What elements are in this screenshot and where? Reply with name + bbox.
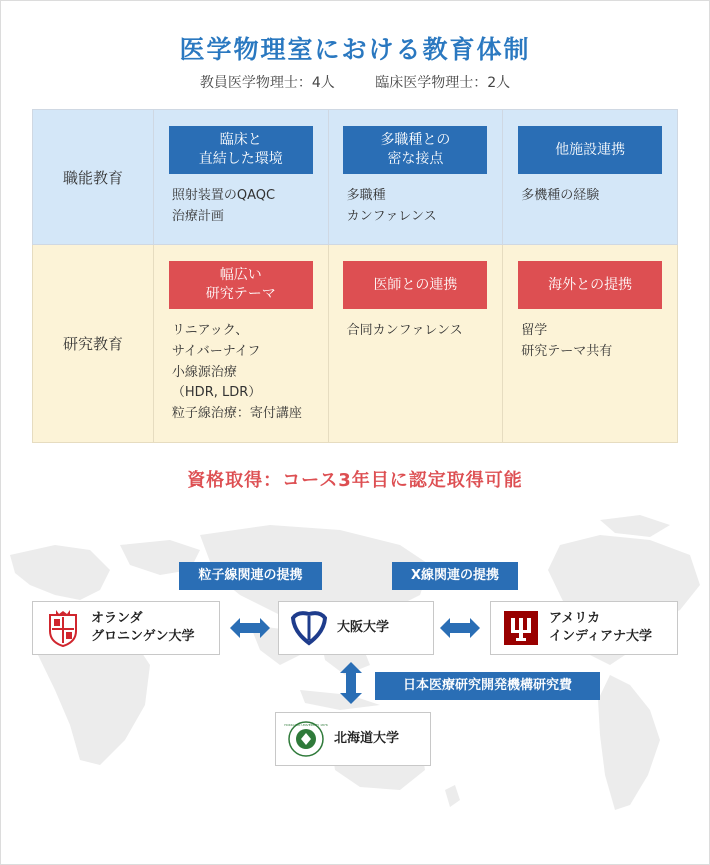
hokkaido-university-name: 北海道大学: [334, 730, 400, 746]
osaka-icho-icon: [289, 608, 329, 648]
hokkaido-seal-icon: [286, 719, 326, 759]
double-arrow-vertical-icon: [338, 660, 364, 706]
osaka-university-box: [278, 601, 434, 655]
groningen-university-name: オランダ グロニンゲン大学: [91, 610, 195, 644]
cell-detail: リニアック、 サイバーナイフ 小線源治療 （HDR, LDR） 粒子線治療：寄付講座: [171, 323, 302, 422]
qualification-note: 資格取得：コース3年目に認定取得可能: [187, 470, 523, 491]
indiana-university-name: アメリカ インディアナ大学: [549, 610, 652, 644]
table-row-research: [33, 245, 678, 443]
table-cell: [328, 245, 503, 443]
clinical-staff-count: 臨床医学物理士：2人: [375, 75, 511, 91]
table-cell: [153, 110, 328, 245]
indiana-university-box: [490, 601, 678, 655]
xray-link-label: X線関連の提携: [392, 562, 518, 590]
table-cell: [503, 110, 678, 245]
table-cell: [153, 245, 328, 443]
hokkaido-seal-text: HOKKAIDO UNIVERSITY 1876: [284, 723, 328, 727]
staff-summary: [0, 72, 710, 92]
cell-detail: 多機種の経験: [521, 188, 600, 203]
cell-detail: 留学 研究テーマ共有: [521, 323, 613, 359]
feature-tag: 多職種との 密な接点: [343, 126, 487, 174]
cell-detail: 照射装置のQAQC 治療計画: [171, 188, 276, 224]
amed-link-label: 日本医療研究開発機構研究費: [375, 672, 600, 700]
indiana-trident-icon: [501, 608, 541, 648]
feature-tag: 他施設連携: [518, 126, 662, 174]
groningen-crest-icon: [43, 608, 83, 648]
osaka-university-name: 大阪大学: [337, 619, 390, 635]
table-row-professional: [33, 110, 678, 245]
cell-detail: 合同カンファレンス: [346, 323, 463, 338]
double-arrow-horizontal-icon: [228, 613, 272, 643]
feature-tag: 海外との提携: [518, 261, 662, 309]
table-cell: [328, 110, 503, 245]
particle-link-label: 粒子線関連の提携: [179, 562, 322, 590]
row-label: 研究教育: [33, 245, 154, 443]
feature-tag: 幅広い 研究テーマ: [169, 261, 313, 309]
cell-detail: 多職種 カンファレンス: [346, 188, 437, 224]
groningen-university-box: [32, 601, 220, 655]
page-title: 医学物理室における教育体制: [179, 35, 531, 64]
hokkaido-university-box: [275, 712, 431, 766]
feature-tag: 臨床と 直結した環境: [169, 126, 313, 174]
table-cell: [503, 245, 678, 443]
teaching-staff-count: 教員医学物理士：4人: [199, 75, 335, 91]
feature-tag: 医師との連携: [343, 261, 487, 309]
double-arrow-horizontal-icon: [438, 613, 482, 643]
education-table: [32, 109, 678, 443]
row-label: 職能教育: [33, 110, 154, 245]
